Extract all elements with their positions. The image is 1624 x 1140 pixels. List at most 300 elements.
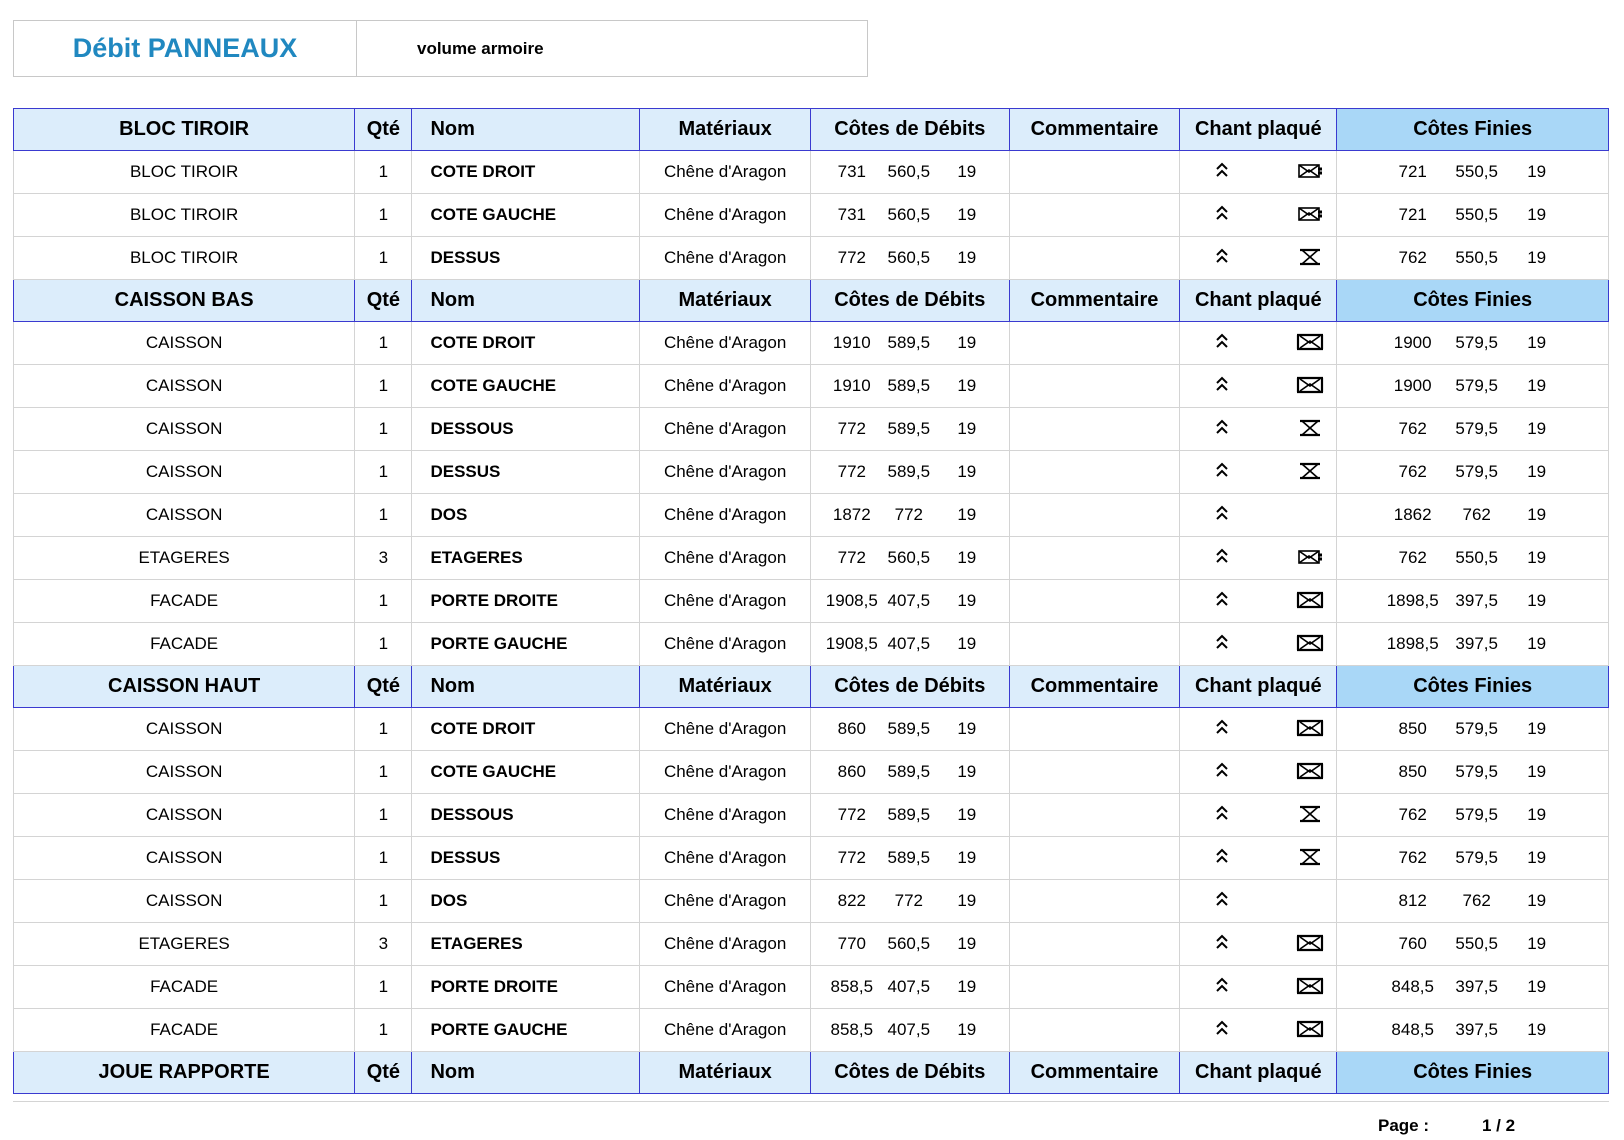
cell-cotes-finies	[1337, 708, 1609, 751]
debit-dimension: 770	[837, 934, 866, 953]
cell-chant-plaque	[1180, 365, 1337, 408]
section-header-row	[14, 280, 1609, 322]
cell-cotes-debits	[810, 237, 1009, 280]
document-header	[13, 20, 868, 77]
cell-designation: CAISSON	[14, 794, 355, 837]
col-header-cotes-finies: Côtes Finies	[1337, 109, 1609, 151]
finished-dimension: 19	[1527, 419, 1547, 438]
col-header-cotes-debits: Côtes de Débits	[810, 1052, 1009, 1094]
double-chevron-up-icon	[1215, 933, 1229, 951]
cell-cotes-debits	[810, 708, 1009, 751]
section-title: BLOC TIROIR	[14, 109, 355, 151]
cell-materiau: Chêne d'Aragon	[640, 322, 811, 365]
cell-qte: 3	[355, 923, 412, 966]
cell-nom: COTE DROIT	[412, 708, 640, 751]
edge-pattern-icon	[1296, 719, 1324, 742]
cell-designation: BLOC TIROIR	[14, 194, 355, 237]
cell-commentaire	[1009, 451, 1180, 494]
cell-qte: 1	[355, 494, 412, 537]
cell-qte: 1	[355, 580, 412, 623]
cell-cotes-finies	[1337, 794, 1609, 837]
finished-dimension: 579,5	[1455, 333, 1498, 352]
edge-banding-icon	[1215, 332, 1229, 350]
edge-pattern-icon	[1299, 848, 1321, 871]
finished-dimension: 19	[1527, 762, 1547, 781]
debit-dimension: 19	[957, 205, 977, 224]
cell-designation: FACADE	[14, 966, 355, 1009]
page-label: Page :	[1378, 1116, 1430, 1135]
cell-chant-plaque	[1180, 708, 1337, 751]
finished-dimension: 19	[1527, 205, 1547, 224]
cell-designation: FACADE	[14, 1009, 355, 1052]
cell-cotes-debits	[810, 322, 1009, 365]
cell-materiau: Chêne d'Aragon	[640, 623, 811, 666]
cell-nom: DESSOUS	[412, 794, 640, 837]
cell-materiau: Chêne d'Aragon	[640, 194, 811, 237]
debit-dimension: 772	[894, 505, 923, 524]
cell-chant-plaque	[1180, 880, 1337, 923]
cell-designation: BLOC TIROIR	[14, 151, 355, 194]
cell-chant-plaque	[1180, 537, 1337, 580]
double-chevron-up-icon	[1215, 890, 1229, 908]
edge-pattern-icon	[1296, 934, 1324, 957]
cell-commentaire	[1009, 923, 1180, 966]
edge-pattern-icon	[1297, 205, 1323, 228]
cell-materiau: Chêne d'Aragon	[640, 365, 811, 408]
cell-qte: 1	[355, 623, 412, 666]
finished-dimension: 762	[1462, 505, 1491, 524]
edge-banding-icon	[1215, 933, 1229, 951]
col-header-cotes-finies: Côtes Finies	[1337, 280, 1609, 322]
cell-commentaire	[1009, 794, 1180, 837]
finished-dimension: 762	[1462, 891, 1491, 910]
cell-chant-plaque	[1180, 923, 1337, 966]
cell-designation: CAISSON	[14, 322, 355, 365]
edge-pattern-icon	[1296, 333, 1324, 356]
col-header-nom: Nom	[412, 666, 640, 708]
debit-dimension: 860	[837, 762, 866, 781]
debit-dimension: 19	[957, 719, 977, 738]
debit-dimension: 860	[837, 719, 866, 738]
cell-designation: CAISSON	[14, 365, 355, 408]
cell-commentaire	[1009, 194, 1180, 237]
double-chevron-up-icon	[1215, 718, 1229, 736]
cell-commentaire	[1009, 623, 1180, 666]
finished-dimension: 19	[1527, 805, 1547, 824]
edge-pattern-icon	[1299, 462, 1321, 485]
finished-dimension: 19	[1527, 462, 1547, 481]
col-header-qte: Qté	[355, 666, 412, 708]
cell-qte: 1	[355, 708, 412, 751]
cell-cotes-debits	[810, 494, 1009, 537]
debit-dimension: 589,5	[887, 333, 931, 352]
cell-cotes-debits	[810, 151, 1009, 194]
double-chevron-up-icon	[1215, 461, 1229, 479]
debit-dimension: 1908,5	[825, 591, 878, 610]
cell-designation: CAISSON	[14, 494, 355, 537]
table-row	[14, 237, 1609, 280]
cell-nom: DESSUS	[412, 837, 640, 880]
table-row	[14, 708, 1609, 751]
cell-qte: 1	[355, 151, 412, 194]
col-header-cotes-finies: Côtes Finies	[1337, 666, 1609, 708]
cell-cotes-finies	[1337, 580, 1609, 623]
edge-banding-icon	[1215, 504, 1229, 522]
finished-dimension: 762	[1398, 805, 1427, 824]
cell-cotes-finies	[1337, 494, 1609, 537]
finished-dimension: 1900	[1393, 376, 1432, 395]
cell-cotes-debits	[810, 408, 1009, 451]
debit-dimension: 19	[957, 548, 977, 567]
double-chevron-up-icon	[1215, 204, 1229, 222]
debit-dimension: 19	[957, 934, 977, 953]
panels-table	[13, 108, 1609, 1094]
col-header-commentaire: Commentaire	[1009, 1052, 1180, 1094]
cell-cotes-finies	[1337, 151, 1609, 194]
cell-materiau: Chêne d'Aragon	[640, 537, 811, 580]
double-chevron-up-icon	[1215, 375, 1229, 393]
debit-dimension: 19	[957, 762, 977, 781]
col-header-materiaux: Matériaux	[640, 666, 811, 708]
table-row	[14, 322, 1609, 365]
debit-dimension: 858,5	[830, 1020, 874, 1039]
debit-dimension: 19	[957, 505, 977, 524]
table-row	[14, 880, 1609, 923]
finished-dimension: 19	[1527, 591, 1547, 610]
cell-qte: 1	[355, 966, 412, 1009]
cell-materiau: Chêne d'Aragon	[640, 580, 811, 623]
cell-commentaire	[1009, 708, 1180, 751]
cell-chant-plaque	[1180, 237, 1337, 280]
cell-qte: 1	[355, 794, 412, 837]
envelope-full-icon	[1297, 205, 1323, 223]
debit-dimension: 19	[957, 333, 977, 352]
col-header-cotes-debits: Côtes de Débits	[810, 280, 1009, 322]
cell-qte: 3	[355, 537, 412, 580]
cell-cotes-debits	[810, 966, 1009, 1009]
table-row	[14, 751, 1609, 794]
col-header-commentaire: Commentaire	[1009, 280, 1180, 322]
debit-dimension: 772	[837, 548, 866, 567]
cell-chant-plaque	[1180, 1009, 1337, 1052]
finished-dimension: 762	[1398, 848, 1427, 867]
cell-chant-plaque	[1180, 151, 1337, 194]
debit-dimension: 731	[837, 205, 866, 224]
debit-dimension: 560,5	[887, 934, 931, 953]
finished-dimension: 397,5	[1455, 591, 1498, 610]
cell-designation: CAISSON	[14, 408, 355, 451]
edge-banding-icon	[1215, 976, 1229, 994]
cell-materiau: Chêne d'Aragon	[640, 837, 811, 880]
edge-banding-icon	[1215, 247, 1229, 265]
cell-cotes-finies	[1337, 365, 1609, 408]
envelope-x-icon	[1299, 248, 1321, 266]
envelope-x-icon	[1299, 419, 1321, 437]
finished-dimension: 579,5	[1455, 719, 1498, 738]
col-header-chant-plaque: Chant plaqué	[1180, 666, 1337, 708]
col-header-chant-plaque: Chant plaqué	[1180, 280, 1337, 322]
cell-cotes-debits	[810, 623, 1009, 666]
edge-banding-icon	[1215, 418, 1229, 436]
cell-cotes-finies	[1337, 1009, 1609, 1052]
cell-cotes-finies	[1337, 880, 1609, 923]
table-row	[14, 966, 1609, 1009]
cell-nom: PORTE GAUCHE	[412, 1009, 640, 1052]
debit-dimension: 772	[837, 462, 866, 481]
document-subtitle: volume armoire	[417, 38, 544, 58]
table-row	[14, 580, 1609, 623]
cell-commentaire	[1009, 837, 1180, 880]
cell-materiau: Chêne d'Aragon	[640, 494, 811, 537]
finished-dimension: 762	[1398, 419, 1427, 438]
finished-dimension: 19	[1527, 376, 1547, 395]
edge-pattern-icon	[1297, 162, 1323, 185]
col-header-qte: Qté	[355, 280, 412, 322]
debit-dimension: 772	[837, 248, 866, 267]
envelope-boxed-icon	[1296, 634, 1324, 652]
cell-qte: 1	[355, 451, 412, 494]
double-chevron-up-icon	[1215, 547, 1229, 565]
debit-dimension: 407,5	[887, 634, 931, 653]
cell-qte: 1	[355, 194, 412, 237]
finished-dimension: 19	[1527, 162, 1547, 181]
cell-cotes-debits	[810, 923, 1009, 966]
cell-designation: CAISSON	[14, 837, 355, 880]
finished-dimension: 397,5	[1455, 634, 1498, 653]
debit-dimension: 731	[837, 162, 866, 181]
debit-dimension: 772	[837, 419, 866, 438]
debit-dimension: 19	[957, 419, 977, 438]
finished-dimension: 812	[1398, 891, 1427, 910]
cell-qte: 1	[355, 408, 412, 451]
finished-dimension: 19	[1527, 333, 1547, 352]
cell-nom: COTE GAUCHE	[412, 751, 640, 794]
cell-nom: ETAGERES	[412, 537, 640, 580]
cell-designation: ETAGERES	[14, 923, 355, 966]
table-row	[14, 1009, 1609, 1052]
envelope-x-icon	[1299, 848, 1321, 866]
finished-dimension: 762	[1398, 248, 1427, 267]
finished-dimension: 579,5	[1455, 848, 1498, 867]
cell-cotes-finies	[1337, 322, 1609, 365]
table-row	[14, 194, 1609, 237]
envelope-boxed-icon	[1296, 762, 1324, 780]
debit-dimension: 1910	[832, 333, 871, 352]
envelope-boxed-icon	[1296, 934, 1324, 952]
edge-banding-icon	[1215, 890, 1229, 908]
envelope-x-icon	[1299, 462, 1321, 480]
col-header-nom: Nom	[412, 1052, 640, 1094]
cell-materiau: Chêne d'Aragon	[640, 237, 811, 280]
cell-materiau: Chêne d'Aragon	[640, 966, 811, 1009]
cell-designation: ETAGERES	[14, 537, 355, 580]
finished-dimension: 579,5	[1455, 462, 1498, 481]
cell-cotes-debits	[810, 880, 1009, 923]
finished-dimension: 19	[1527, 248, 1547, 267]
cell-chant-plaque	[1180, 966, 1337, 1009]
debit-dimension: 19	[957, 891, 977, 910]
cell-commentaire	[1009, 408, 1180, 451]
table-row	[14, 365, 1609, 408]
section-header-row	[14, 109, 1609, 151]
cell-cotes-finies	[1337, 537, 1609, 580]
finished-dimension: 550,5	[1455, 934, 1498, 953]
debit-dimension: 822	[837, 891, 866, 910]
finished-dimension: 848,5	[1391, 1020, 1434, 1039]
edge-pattern-icon	[1299, 419, 1321, 442]
cell-commentaire	[1009, 494, 1180, 537]
section-header-row	[14, 1052, 1609, 1094]
finished-dimension: 721	[1398, 162, 1427, 181]
envelope-boxed-icon	[1296, 591, 1324, 609]
cell-materiau: Chêne d'Aragon	[640, 408, 811, 451]
cell-commentaire	[1009, 151, 1180, 194]
cell-materiau: Chêne d'Aragon	[640, 708, 811, 751]
cell-cotes-debits	[810, 794, 1009, 837]
finished-dimension: 19	[1527, 548, 1547, 567]
table-row	[14, 451, 1609, 494]
cell-designation: BLOC TIROIR	[14, 237, 355, 280]
cell-cotes-debits	[810, 451, 1009, 494]
debit-dimension: 589,5	[887, 376, 931, 395]
edge-banding-icon	[1215, 804, 1229, 822]
cell-designation: CAISSON	[14, 751, 355, 794]
cell-nom: DESSOUS	[412, 408, 640, 451]
double-chevron-up-icon	[1215, 590, 1229, 608]
finished-dimension: 19	[1527, 977, 1547, 996]
cell-nom: DESSUS	[412, 451, 640, 494]
edge-banding-icon	[1215, 847, 1229, 865]
finished-dimension: 760	[1398, 934, 1427, 953]
cell-chant-plaque	[1180, 451, 1337, 494]
finished-dimension: 848,5	[1391, 977, 1434, 996]
cell-cotes-debits	[810, 1009, 1009, 1052]
cell-commentaire	[1009, 365, 1180, 408]
debit-dimension: 407,5	[887, 977, 931, 996]
edge-pattern-icon	[1296, 977, 1324, 1000]
cell-materiau: Chêne d'Aragon	[640, 1009, 811, 1052]
finished-dimension: 1898,5	[1386, 634, 1439, 653]
col-header-nom: Nom	[412, 109, 640, 151]
cell-designation: FACADE	[14, 623, 355, 666]
debit-dimension: 19	[957, 977, 977, 996]
double-chevron-up-icon	[1215, 504, 1229, 522]
col-header-materiaux: Matériaux	[640, 280, 811, 322]
debit-dimension: 1872	[832, 505, 871, 524]
edge-banding-icon	[1215, 761, 1229, 779]
double-chevron-up-icon	[1215, 976, 1229, 994]
debit-dimension: 19	[957, 848, 977, 867]
finished-dimension: 1898,5	[1386, 591, 1439, 610]
double-chevron-up-icon	[1215, 332, 1229, 350]
col-header-chant-plaque: Chant plaqué	[1180, 109, 1337, 151]
cell-cotes-finies	[1337, 966, 1609, 1009]
envelope-boxed-icon	[1296, 719, 1324, 737]
finished-dimension: 550,5	[1455, 548, 1498, 567]
cell-cotes-finies	[1337, 751, 1609, 794]
cell-cotes-finies	[1337, 923, 1609, 966]
finished-dimension: 550,5	[1455, 162, 1498, 181]
edge-pattern-icon	[1296, 591, 1324, 614]
cell-nom: PORTE GAUCHE	[412, 623, 640, 666]
double-chevron-up-icon	[1215, 804, 1229, 822]
col-header-cotes-debits: Côtes de Débits	[810, 109, 1009, 151]
section-header-row	[14, 666, 1609, 708]
cell-chant-plaque	[1180, 580, 1337, 623]
edge-banding-icon	[1215, 461, 1229, 479]
debit-dimension: 772	[894, 891, 923, 910]
debit-dimension: 589,5	[887, 719, 931, 738]
table-row	[14, 794, 1609, 837]
cell-chant-plaque	[1180, 837, 1337, 880]
col-header-commentaire: Commentaire	[1009, 109, 1180, 151]
cell-cotes-debits	[810, 537, 1009, 580]
section-title: CAISSON BAS	[14, 280, 355, 322]
debit-dimension: 407,5	[887, 1020, 931, 1039]
cell-commentaire	[1009, 237, 1180, 280]
finished-dimension: 1862	[1393, 505, 1432, 524]
cell-designation: FACADE	[14, 580, 355, 623]
col-header-nom: Nom	[412, 280, 640, 322]
cell-cotes-finies	[1337, 837, 1609, 880]
cell-nom: DOS	[412, 494, 640, 537]
cell-chant-plaque	[1180, 408, 1337, 451]
cell-chant-plaque	[1180, 751, 1337, 794]
finished-dimension: 579,5	[1455, 419, 1498, 438]
double-chevron-up-icon	[1215, 418, 1229, 436]
finished-dimension: 850	[1398, 762, 1427, 781]
debit-dimension: 772	[837, 805, 866, 824]
cell-designation: CAISSON	[14, 708, 355, 751]
debit-dimension: 1910	[832, 376, 871, 395]
cell-chant-plaque	[1180, 322, 1337, 365]
envelope-x-icon	[1299, 805, 1321, 823]
cell-materiau: Chêne d'Aragon	[640, 451, 811, 494]
cell-materiau: Chêne d'Aragon	[640, 151, 811, 194]
cell-chant-plaque	[1180, 794, 1337, 837]
edge-pattern-icon	[1296, 762, 1324, 785]
cell-commentaire	[1009, 322, 1180, 365]
cell-nom: COTE GAUCHE	[412, 194, 640, 237]
cell-commentaire	[1009, 537, 1180, 580]
finished-dimension: 19	[1527, 505, 1547, 524]
double-chevron-up-icon	[1215, 847, 1229, 865]
finished-dimension: 550,5	[1455, 205, 1498, 224]
cell-commentaire	[1009, 580, 1180, 623]
finished-dimension: 579,5	[1455, 376, 1498, 395]
cell-commentaire	[1009, 1009, 1180, 1052]
debit-dimension: 19	[957, 376, 977, 395]
debit-dimension: 560,5	[887, 548, 931, 567]
double-chevron-up-icon	[1215, 161, 1229, 179]
cell-materiau: Chêne d'Aragon	[640, 794, 811, 837]
debit-dimension: 858,5	[830, 977, 874, 996]
debit-dimension: 589,5	[887, 848, 931, 867]
finished-dimension: 19	[1527, 634, 1547, 653]
debit-dimension: 560,5	[887, 162, 931, 181]
finished-dimension: 19	[1527, 934, 1547, 953]
envelope-boxed-icon	[1296, 977, 1324, 995]
table-row	[14, 537, 1609, 580]
cell-cotes-debits	[810, 365, 1009, 408]
edge-pattern-icon	[1299, 805, 1321, 828]
cell-cotes-finies	[1337, 194, 1609, 237]
finished-dimension: 19	[1527, 719, 1547, 738]
cell-chant-plaque	[1180, 194, 1337, 237]
finished-dimension: 397,5	[1455, 1020, 1498, 1039]
edge-pattern-icon	[1299, 248, 1321, 271]
envelope-boxed-icon	[1296, 1020, 1324, 1038]
